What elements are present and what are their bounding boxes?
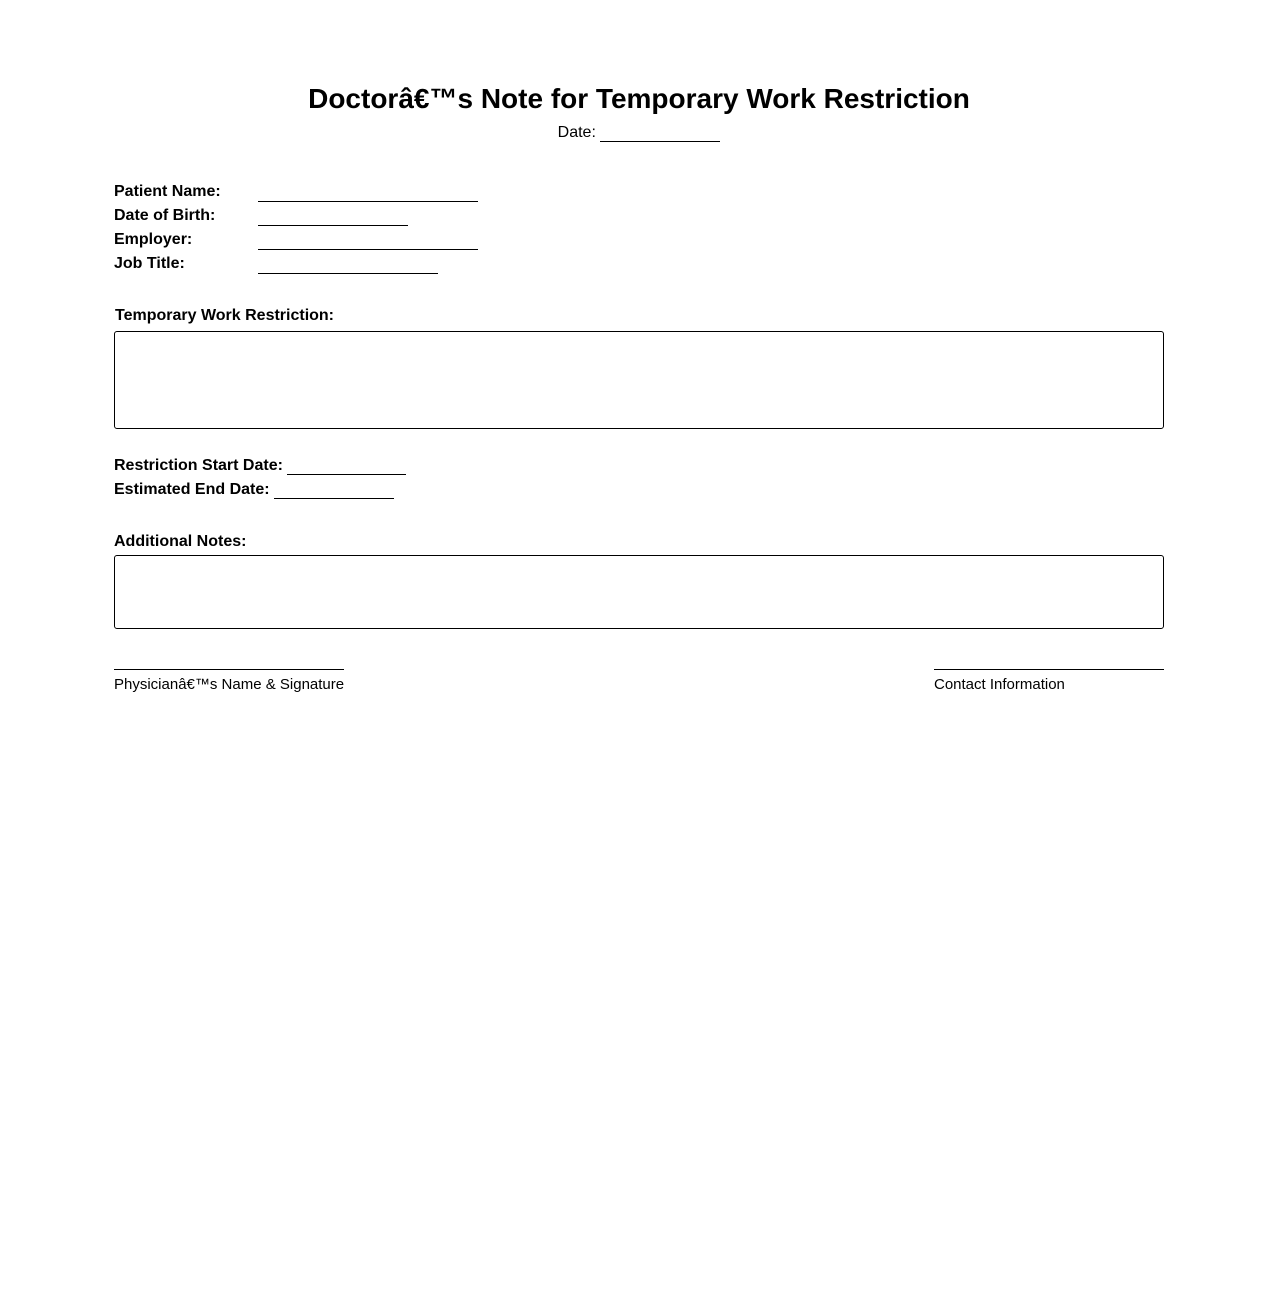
contact-line[interactable] <box>934 669 1164 670</box>
restriction-textarea[interactable] <box>114 331 1164 429</box>
notes-label: Additional Notes: <box>114 533 247 550</box>
job-title-field[interactable] <box>258 273 438 274</box>
start-date-row <box>114 456 406 475</box>
signature-label: Physicianâ€™s Name & Signature <box>114 676 345 693</box>
date-of-birth-label: Date of Birth: <box>114 207 216 224</box>
patient-name-label: Patient Name: <box>114 183 221 200</box>
start-date-label: Restriction Start Date: <box>114 457 283 474</box>
notes-textarea[interactable] <box>114 555 1164 629</box>
signature-line[interactable] <box>114 669 344 670</box>
date-label: Date: <box>557 124 596 141</box>
end-date-row <box>114 480 394 499</box>
job-title-label: Job Title: <box>114 255 185 272</box>
employer-field[interactable] <box>258 249 478 250</box>
date-row <box>0 123 1278 142</box>
page-title: Doctorâ€™s Note for Temporary Work Restriction <box>308 83 970 114</box>
date-field[interactable] <box>600 123 720 142</box>
end-date-label: Estimated End Date: <box>114 481 270 498</box>
start-date-field[interactable] <box>287 456 406 475</box>
contact-label: Contact Information <box>934 676 1065 693</box>
date-of-birth-field[interactable] <box>258 225 408 226</box>
end-date-field[interactable] <box>274 480 394 499</box>
employer-label: Employer: <box>114 231 193 248</box>
patient-name-field[interactable] <box>258 201 478 202</box>
restriction-label: Temporary Work Restriction: <box>115 307 335 324</box>
